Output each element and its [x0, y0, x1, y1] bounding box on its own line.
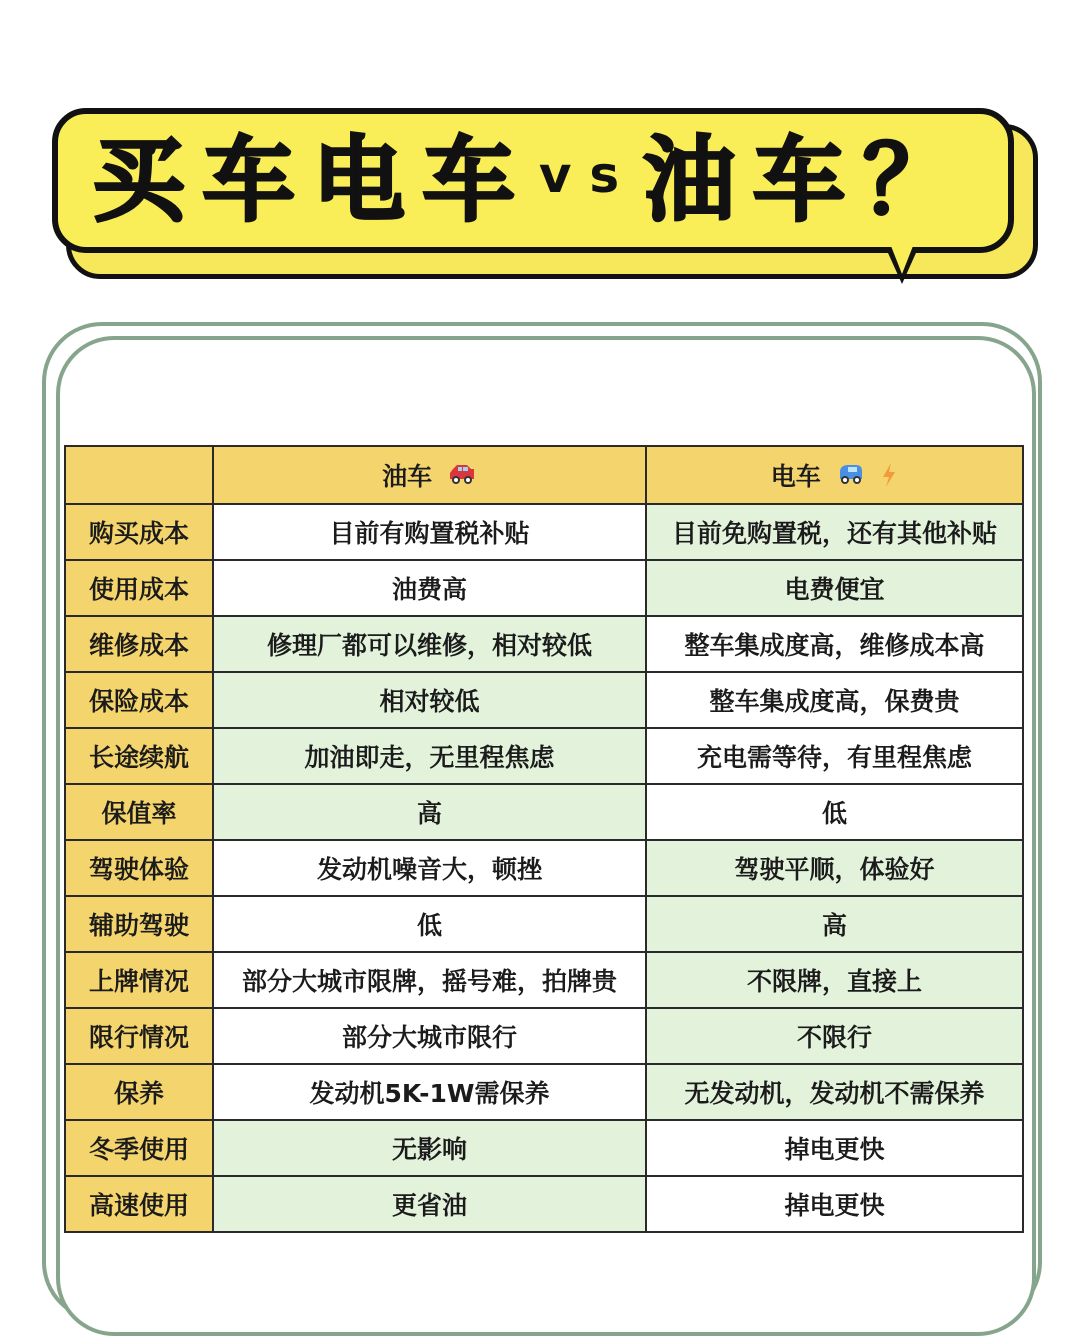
- table-row: [65, 1008, 1023, 1064]
- ev-cell: 整车集成度高，保费贵: [646, 672, 1023, 728]
- table-row: [65, 504, 1023, 560]
- ev-cell: 掉电更快: [646, 1176, 1023, 1232]
- blue-car-icon: [836, 463, 866, 493]
- table-row: [65, 672, 1023, 728]
- row-label: 保险成本: [65, 672, 213, 728]
- row-label: 购买成本: [65, 504, 213, 560]
- header-blank: [65, 446, 213, 504]
- ev-cell: 目前免购置税，还有其他补贴: [646, 504, 1023, 560]
- ev-cell: 充电需等待，有里程焦虑: [646, 728, 1023, 784]
- ev-cell: 不限行: [646, 1008, 1023, 1064]
- title-part-2: 油车？: [643, 126, 974, 234]
- row-label: 辅助驾驶: [65, 896, 213, 952]
- bubble-tail-fill: [891, 246, 913, 274]
- title-bubble: [52, 108, 1014, 253]
- row-label: 冬季使用: [65, 1120, 213, 1176]
- ev-cell: 掉电更快: [646, 1120, 1023, 1176]
- gas-cell: 发动机噪音大，顿挫: [213, 840, 646, 896]
- title-vs: vs: [538, 145, 638, 204]
- row-label: 高速使用: [65, 1176, 213, 1232]
- table-row: [65, 784, 1023, 840]
- row-label: 使用成本: [65, 560, 213, 616]
- gas-cell: 修理厂都可以维修，相对较低: [213, 616, 646, 672]
- table-row: [65, 728, 1023, 784]
- gas-cell: 高: [213, 784, 646, 840]
- row-label: 限行情况: [65, 1008, 213, 1064]
- gas-cell: 部分大城市限行: [213, 1008, 646, 1064]
- table-row: [65, 560, 1023, 616]
- row-label: 驾驶体验: [65, 840, 213, 896]
- row-label: 维修成本: [65, 616, 213, 672]
- gas-cell: 加油即走，无里程焦虑: [213, 728, 646, 784]
- table-header-row: [65, 446, 1023, 504]
- table-row: [65, 840, 1023, 896]
- gas-cell: 油费高: [213, 560, 646, 616]
- gas-cell: 发动机5K-1W需保养: [213, 1064, 646, 1120]
- row-label: 保养: [65, 1064, 213, 1120]
- table-row: [65, 1064, 1023, 1120]
- red-car-icon: [447, 463, 477, 493]
- table-row: [65, 1120, 1023, 1176]
- header-gas-label: 油车: [382, 462, 433, 491]
- row-label: 长途续航: [65, 728, 213, 784]
- table-row: [65, 896, 1023, 952]
- ev-cell: 不限牌，直接上: [646, 952, 1023, 1008]
- lightning-bolt-icon: [880, 462, 898, 494]
- table-row: [65, 1176, 1023, 1232]
- ev-cell: 驾驶平顺，体验好: [646, 840, 1023, 896]
- gas-cell: 无影响: [213, 1120, 646, 1176]
- header-ev-label: 电车: [770, 461, 821, 491]
- ev-cell: 高: [646, 896, 1023, 952]
- row-label: 保值率: [65, 784, 213, 840]
- ev-cell: 整车集成度高，维修成本高: [646, 616, 1023, 672]
- gas-cell: 相对较低: [213, 672, 646, 728]
- header-gas-car: [213, 446, 646, 504]
- ev-cell: 低: [646, 784, 1023, 840]
- table-row: [65, 616, 1023, 672]
- ev-cell: 无发动机，发动机不需保养: [646, 1064, 1023, 1120]
- table-row: [65, 952, 1023, 1008]
- gas-cell: 目前有购置税补贴: [213, 504, 646, 560]
- ev-cell: 电费便宜: [646, 560, 1023, 616]
- gas-cell: 更省油: [213, 1176, 646, 1232]
- gas-cell: 低: [213, 896, 646, 952]
- header-ev: [646, 446, 1023, 504]
- comparison-table: [64, 445, 1024, 1233]
- gas-cell: 部分大城市限牌，摇号难，拍牌贵: [213, 952, 646, 1008]
- row-label: 上牌情况: [65, 952, 213, 1008]
- title-part-1: 买车电车: [92, 126, 533, 234]
